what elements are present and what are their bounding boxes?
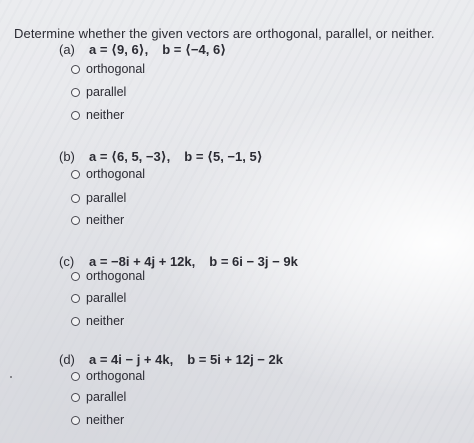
option-label: neither bbox=[86, 108, 125, 122]
radio-button[interactable] bbox=[71, 88, 80, 97]
option-label: parallel bbox=[86, 390, 127, 404]
option-label: parallel bbox=[86, 291, 127, 305]
part-d-option-parallel[interactable] bbox=[71, 389, 126, 405]
radio-button[interactable] bbox=[71, 216, 80, 225]
option-label: neither bbox=[86, 213, 125, 227]
option-label: neither bbox=[86, 413, 125, 427]
part-a-vector-b: b = ⟨−4, 6⟩ bbox=[162, 42, 227, 57]
option-label: orthogonal bbox=[86, 62, 146, 76]
option-label: parallel bbox=[86, 85, 127, 99]
part-b-option-neither[interactable] bbox=[71, 212, 124, 228]
part-c-option-neither[interactable] bbox=[71, 313, 124, 329]
part-c-option-orthogonal[interactable] bbox=[71, 268, 145, 284]
part-a-vector-a: a = ⟨9, 6⟩, bbox=[89, 42, 149, 57]
part-b-label: (b) bbox=[59, 149, 75, 164]
stray-dot bbox=[10, 376, 12, 378]
option-label: orthogonal bbox=[86, 369, 146, 383]
question-text: Determine whether the given vectors are orthogonal, parallel, or neither. bbox=[14, 26, 435, 41]
part-b-option-parallel[interactable] bbox=[71, 190, 126, 206]
option-label: orthogonal bbox=[86, 269, 146, 283]
option-label: parallel bbox=[86, 191, 127, 205]
part-b-header bbox=[59, 149, 263, 167]
part-d-label: (d) bbox=[59, 352, 75, 367]
radio-button[interactable] bbox=[71, 317, 80, 326]
part-d-option-neither[interactable] bbox=[71, 412, 124, 428]
part-c-vector-b: b = 6i − 3j − 9k bbox=[209, 254, 298, 269]
part-b-vector-a: a = ⟨6, 5, −3⟩, bbox=[89, 149, 171, 164]
part-a-option-parallel[interactable] bbox=[71, 84, 126, 100]
part-d-vector-a: a = 4i − j + 4k, bbox=[89, 352, 174, 367]
part-d-vector-b: b = 5i + 12j − 2k bbox=[187, 352, 283, 367]
radio-button[interactable] bbox=[71, 65, 80, 74]
part-a-option-orthogonal[interactable] bbox=[71, 61, 145, 77]
option-label: orthogonal bbox=[86, 167, 146, 181]
radio-button[interactable] bbox=[71, 393, 80, 402]
part-c-vector-a: a = −8i + 4j + 12k, bbox=[89, 254, 196, 269]
radio-button[interactable] bbox=[71, 416, 80, 425]
radio-button[interactable] bbox=[71, 372, 80, 381]
radio-button[interactable] bbox=[71, 272, 80, 281]
part-b-vector-b: b = ⟨5, −1, 5⟩ bbox=[184, 149, 263, 164]
radio-button[interactable] bbox=[71, 170, 80, 179]
part-a-label: (a) bbox=[59, 42, 75, 57]
radio-button[interactable] bbox=[71, 294, 80, 303]
part-d-option-orthogonal[interactable] bbox=[71, 368, 145, 384]
option-label: neither bbox=[86, 314, 125, 328]
part-b-option-orthogonal[interactable] bbox=[71, 166, 145, 182]
part-a-header bbox=[59, 42, 226, 60]
part-c-label: (c) bbox=[59, 254, 75, 269]
radio-button[interactable] bbox=[71, 194, 80, 203]
part-a-option-neither[interactable] bbox=[71, 107, 124, 123]
part-c-option-parallel[interactable] bbox=[71, 290, 126, 306]
radio-button[interactable] bbox=[71, 111, 80, 120]
